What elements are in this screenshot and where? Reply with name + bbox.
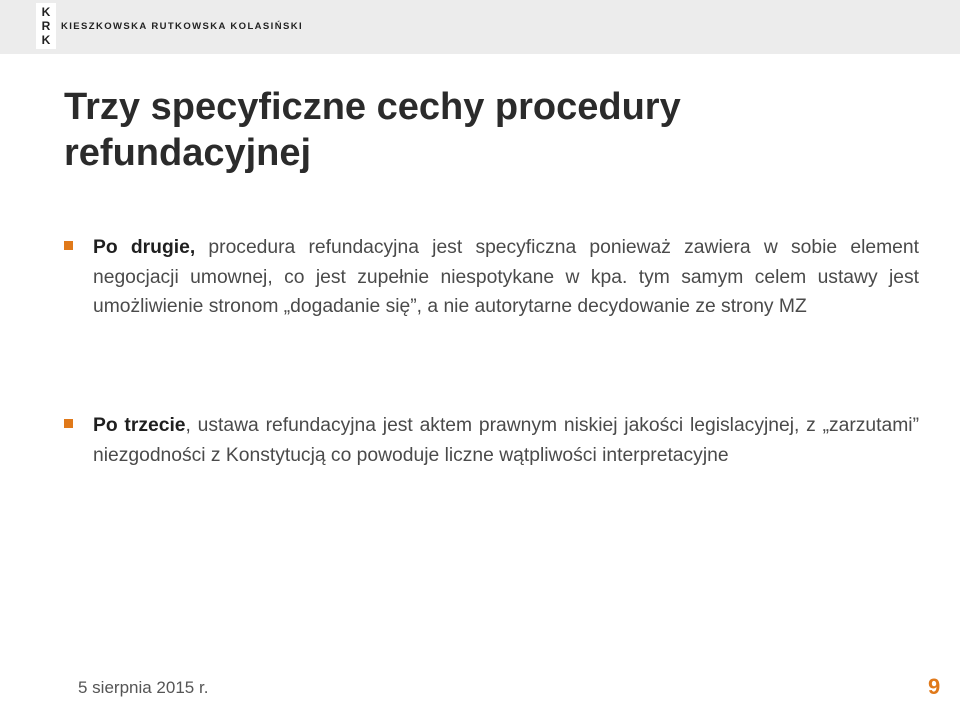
svg-text:K: K <box>41 5 51 19</box>
bullet-lead: Po drugie, <box>93 237 196 258</box>
bullet-body: , ustawa refundacyjna jest aktem prawnym niskiej jakości legislacyjnej, z „zarzutami” niezgodności z Konstytucją co powoduje liczne wątpliwości interpretacyjne <box>93 415 919 466</box>
krk-logo-icon <box>36 3 56 49</box>
svg-text:R: R <box>41 19 51 33</box>
bullet-item <box>64 411 919 470</box>
bullet-body: procedura refundacyjna jest specyficzna ponieważ zawiera w sobie element negocjacji umownej, co jest zupełnie niespotykane w kpa. tym samym celem ustawy jest umożliwienie stronom „dogadanie się”, a nie autorytarne decydowanie ze strony MZ <box>93 237 919 317</box>
slide-title: Trzy specyficzne cechy procedury refundacyjnej <box>64 86 681 174</box>
header-band <box>0 0 960 54</box>
svg-text:K: K <box>41 33 51 47</box>
footer-date: 5 sierpnia 2015 r. <box>78 678 209 697</box>
page-number: 9 <box>928 674 941 699</box>
bullet-square-icon <box>64 419 73 428</box>
bullet-square-icon <box>64 241 73 250</box>
bullet-text <box>93 233 919 322</box>
bullet-text <box>93 411 919 470</box>
firm-name: KIESZKOWSKA RUTKOWSKA KOLASIŃSKI <box>61 21 304 32</box>
bullet-item <box>64 233 919 322</box>
bullet-lead: Po trzecie <box>93 415 186 436</box>
